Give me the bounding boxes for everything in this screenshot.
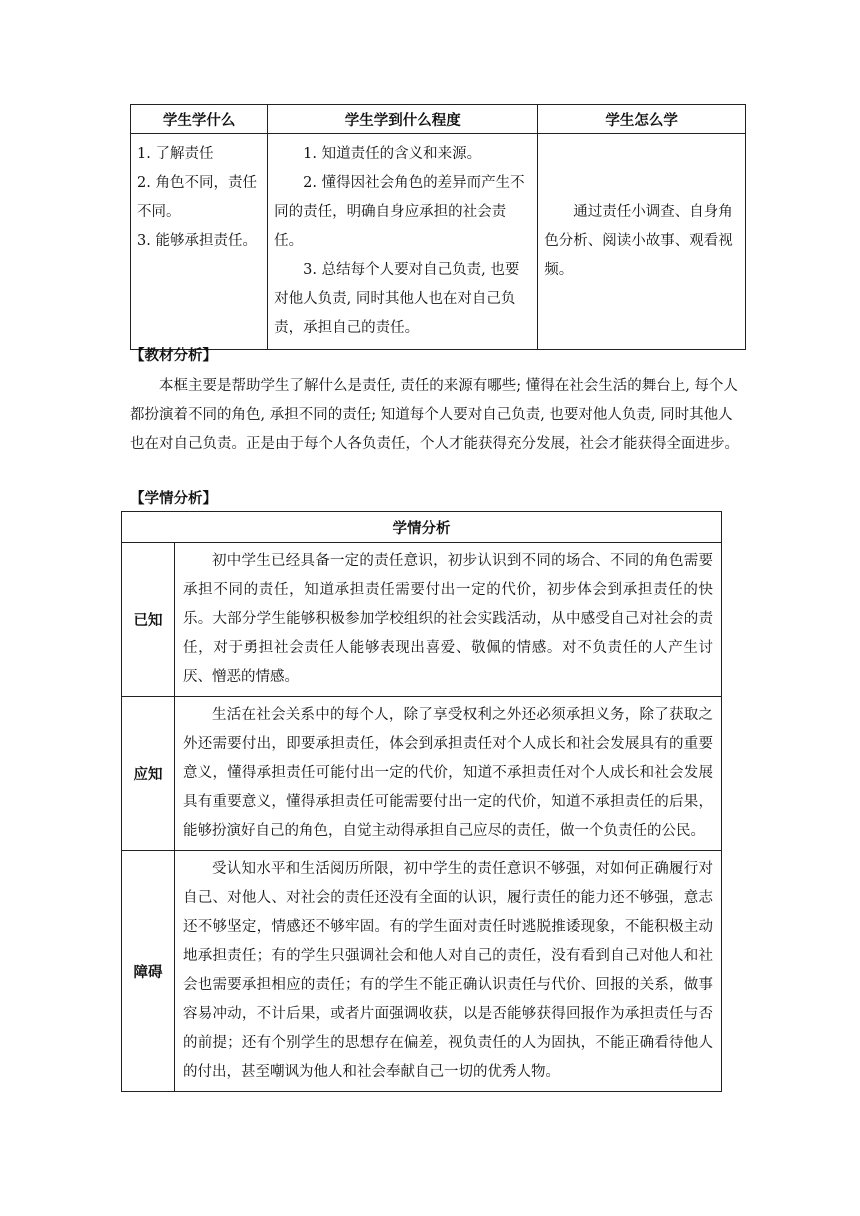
row-text-should-know: 生活在社会关系中的每个人，除了享受权利之外还必须承担义务，除了获取之外还需要付出，即要承担责任，体会到承担责任对个人成长和社会发展具有的重要意义，懂得承担责任可能付出一定的代价，知道不承担责任对个人成长和社会发展具有重要意义，懂得承担责任可能需要付出一定的代价，知道不承担责任的后果，能够扮演好自己的角色，自觉主动得承担自己应尽的责任，做一个负责任的公民。	[175, 697, 722, 851]
header-how: 学生怎么学	[538, 105, 746, 134]
what-item: 3. 能够承担责任。	[137, 233, 257, 249]
student-analysis-table	[121, 511, 722, 1092]
goals-table-row	[131, 134, 746, 350]
textbook-analysis-body: 本框主要是帮助学生了解什么是责任, 责任的来源有哪些; 懂得在社会生活的舞台上, 每个人都扮演着不同的角色, 承担不同的责任; 知道每个人要对自己负责, 也要对他人负责, 同时其他人也在对自己负责。正是由于每个人各负责任，个人才能获得充分发展，社会才能获得全面进步。	[130, 378, 739, 452]
what-item: 2. 角色不同，责任不同。	[137, 175, 257, 220]
what-item: 1. 了解责任	[137, 146, 214, 162]
table-row	[122, 697, 722, 851]
table-title: 学情分析	[122, 512, 722, 543]
goals-table	[130, 104, 746, 350]
row-text-obstacle: 受认知水平和生活阅历所限，初中学生的责任意识不够强，对如何正确履行对自己、对他人、对社会的责任还没有全面的认识，履行责任的能力还不够强，意志还不够坚定，情感还不够牢固。有的学生面对责任时逃脱推诿现象，不能积极主动地承担责任；有的学生只强调社会和他人对自己的责任，没有看到自己对他人和社会也需要承担相应的责任；有的学生不能正确认识责任与代价、回报的关系，做事容易冲动，不计后果，或者片面强调收获，以是否能够获得回报作为承担责任与否的前提；还有个别学生的思想存在偏差，视负责任的人为固执，不能正确看待他人的付出，甚至嘲讽为他人和社会奉献自己一切的优秀人物。	[175, 851, 722, 1092]
level-cell	[268, 134, 538, 350]
level-item: 3. 总结每个人要对自己负责, 也要对他人负责, 同时其他人也在对自己负责，承担自己的责任。	[274, 262, 520, 336]
goals-table-header	[131, 105, 746, 134]
table-row	[122, 543, 722, 697]
table-row	[122, 851, 722, 1092]
row-label-should-know: 应知	[122, 697, 175, 851]
header-level: 学生学到什么程度	[268, 105, 538, 134]
level-item: 2. 懂得因社会角色的差异而产生不同的责任，明确自身应承担的社会责任。	[274, 175, 525, 249]
level-item: 1. 知道责任的含义和来源。	[303, 146, 482, 162]
textbook-analysis-heading: 【教材分析】	[130, 348, 217, 364]
student-analysis-heading: 【学情分析】	[130, 491, 217, 507]
row-text-known: 初中学生已经具备一定的责任意识，初步认识到不同的场合、不同的角色需要承担不同的责任，知道承担责任需要付出一定的代价，初步体会到承担责任的快乐。大部分学生能够积极参加学校组织的社会实践活动，从中感受自己对社会的责任，对于勇担社会责任人能够表现出喜爱、敬佩的情感。对不负责任的人产生讨厌、憎恶的情感。	[175, 543, 722, 697]
what-cell	[131, 134, 268, 350]
row-label-obstacle: 障碍	[122, 851, 175, 1092]
how-cell	[538, 134, 746, 350]
how-text: 通过责任小调查、自身角色分析、阅读小故事、观看视频。	[544, 204, 733, 278]
header-what: 学生学什么	[131, 105, 268, 134]
row-label-known: 已知	[122, 543, 175, 697]
